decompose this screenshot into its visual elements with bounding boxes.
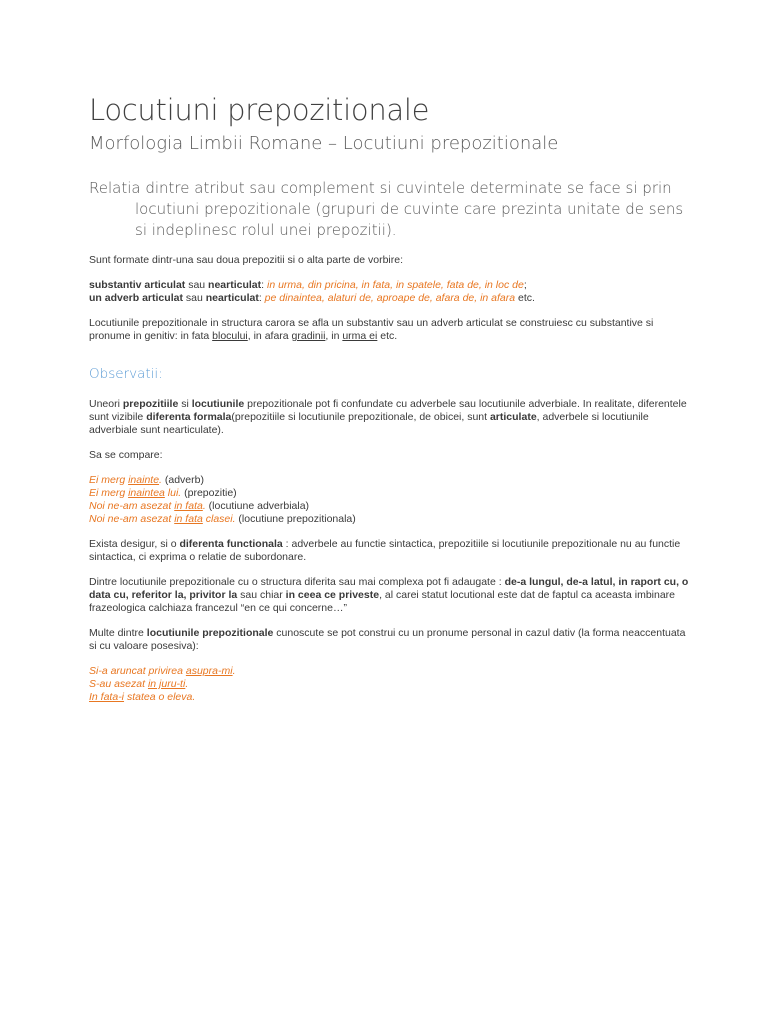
example-text: lui. (164, 487, 182, 499)
term-bold: substantiv articulat (89, 279, 186, 291)
text-run: , adverbele si locutiunile adverbiale sunt nearticulate). (89, 411, 649, 436)
term-bold: diferenta formala (146, 411, 232, 423)
example-note: (prepozitie) (181, 487, 237, 499)
term-bold: diferenta functionala (179, 538, 283, 550)
text-run: etc. (515, 292, 535, 304)
example-line (89, 474, 689, 487)
example-line (89, 487, 689, 500)
intro-paragraph: Relatia dintre atribut sau complement si cuvintele determinate se face si prin locutiuni prepozitionale (grupuri de cuvinte care prezinta unitate de sens si indeplinesc rolul unei prepozitii). (89, 179, 684, 239)
term-bold: in ceea ce priveste (285, 589, 380, 601)
text-run: : (258, 292, 265, 304)
example-text: statea o eleva. (124, 691, 196, 703)
text-run: sau chiar (237, 589, 286, 601)
example-note: (locutiune prepozitionala) (235, 513, 356, 525)
example-text: . (185, 678, 189, 690)
text-run: si (178, 398, 192, 410)
example-text: . (159, 474, 162, 486)
example-line (89, 678, 689, 691)
example-underlined: in fata (174, 513, 203, 525)
text-run: : adverbele au functie sintactica, prepozitiile si locutiunile prepozitionale nu au functie sintactica, ci exprima o relatie de subordonare. (89, 538, 681, 563)
document-subtitle: Morfologia Limbii Romane – Locutiuni prepozitionale (89, 133, 559, 154)
text-run: , in (325, 330, 343, 342)
term-bold: locutiunile (191, 398, 245, 410)
paragraph-dative (89, 627, 689, 653)
example-text: Ei merg (89, 487, 129, 499)
text-run: : (261, 279, 267, 291)
example-underlined: inainte (128, 474, 160, 486)
example-line (89, 691, 689, 704)
paragraph-formation: Sunt formate dintr-una sau doua prepozitii si o alta parte de vorbire: (89, 254, 404, 266)
text-run: Exista desigur, si o (89, 538, 180, 550)
example-text: clasei. (202, 513, 236, 525)
text-run: Uneori (89, 398, 123, 410)
example-underlined: in fata (174, 500, 203, 512)
example-line (89, 665, 689, 678)
example-text: Noi ne-am asezat (89, 500, 175, 512)
paragraph-genitive (89, 317, 689, 343)
term-bold: prepozitiile (122, 398, 179, 410)
example-text: . (202, 500, 206, 512)
document-title: Locutiuni prepozitionale (89, 93, 430, 127)
text-run: etc. (377, 330, 398, 342)
term-bold: nearticulat (205, 292, 259, 304)
term-bold: un adverb articulat (89, 292, 183, 304)
example-underlined: in juru-ti (147, 678, 186, 690)
example-text: Si-a aruncat privirea (89, 665, 186, 677)
example-line (89, 513, 689, 526)
example-underlined: In fata-i (89, 691, 125, 703)
term-bold: articulate (489, 411, 537, 423)
paragraph-types (89, 279, 689, 305)
term-bold: nearticulat (208, 279, 262, 291)
example-note: (adverb) (161, 474, 204, 486)
term-bold: locutiunile prepozitionale (146, 627, 274, 639)
paragraph-complex-locutions (89, 576, 689, 615)
text-run: prepozitionale pot fi confundate cu adverbele sau locutiunile adverbiale. In realitate, diferentele sunt vizibile (89, 398, 687, 423)
text-run: sau (185, 279, 209, 291)
text-run: , in afara (247, 330, 292, 342)
term-bold: de-a lungul, de-a latul, in raport cu, o data cu, referitor la, privitor la (89, 576, 689, 601)
section-heading-observatii: Observatii: (89, 366, 163, 382)
paragraph-functional-difference (89, 538, 689, 564)
paragraph-compare: Sa se compare: (89, 449, 163, 461)
underlined-word: urma ei (342, 330, 378, 342)
text-run: (prepozitiile si locutiunile prepozitionale, de obicei, sunt (231, 411, 490, 423)
example-text: pe dinaintea, alaturi de, aproape de, afara de, in afara (264, 292, 516, 304)
example-text: Ei merg (89, 474, 129, 486)
text-run: Dintre locutiunile prepozitionale cu o structura diferita sau mai complexa pot fi adaugate : (89, 576, 505, 588)
text-run: Multe dintre (89, 627, 147, 639)
example-text: Noi ne-am asezat (89, 513, 175, 525)
text-run: , al carei statut locutional este dat de faptul ca aceasta imbinare frazeologica calchiaza francezul “en ce qui concerne…” (89, 589, 676, 614)
text-run: ; (523, 279, 527, 291)
example-text: . (232, 665, 236, 677)
text-run: cunoscute se pot construi cu un pronume personal in cazul dativ (la forma neaccentuata si cu valoare posesiva): (89, 627, 686, 652)
text-run: Locutiunile prepozitionale in structura carora se afla un substantiv sau un adverb articulat se construiesc cu substantive si pronume in genitiv: in fata (89, 317, 654, 342)
examples-list (89, 474, 689, 526)
example-underlined: inaintea (128, 487, 165, 499)
example-text: S-au asezat (89, 678, 148, 690)
example-underlined: asupra-mi (185, 665, 233, 677)
text-run: sau (182, 292, 206, 304)
document-page (89, 92, 689, 704)
dative-examples-list (89, 665, 689, 704)
underlined-word: gradinii (291, 330, 326, 342)
example-line (89, 500, 689, 513)
example-text: in urma, din pricina, in fata, in spatele, fata de, in loc de (267, 279, 524, 291)
paragraph-observation (89, 398, 689, 437)
example-note: (locutiune adverbiala) (205, 500, 310, 512)
underlined-word: blocului (212, 330, 248, 342)
